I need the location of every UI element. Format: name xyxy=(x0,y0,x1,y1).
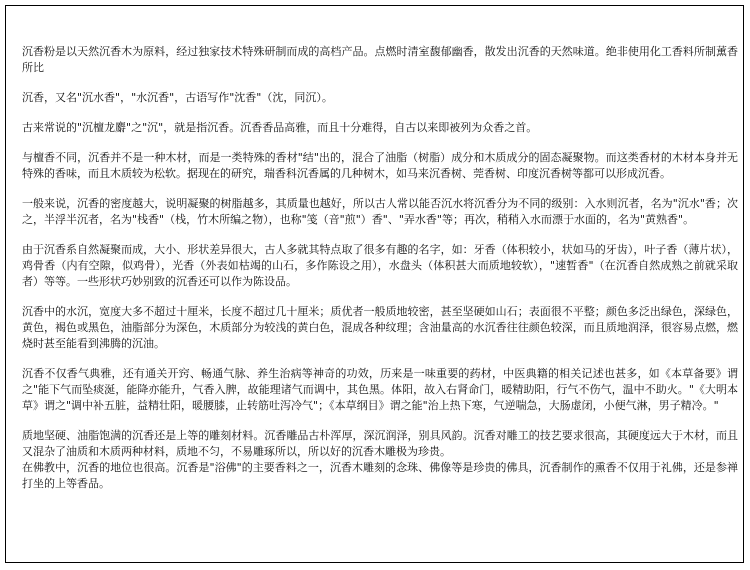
document-body xyxy=(22,44,738,506)
paragraph-carving: 质地坚硬、油脂饱满的沉香还是上等的雕刻材料。沉香雕品古朴浑厚，深沉润泽，别具风韵。沉香对雕工的技艺要求很高，其硬度远大于木材，而且又混杂了油质和木质两种材料，质地不匀，不易雕琢所以，所以好的沉香木雕极为珍贵。 xyxy=(22,429,738,458)
paragraph-appearance: 沉香中的水沉，宽度大多不超过十厘米，长度不超过几十厘米；质优者一般质地较密，甚至坚硬如山石；表面很不平整；颜色多泛出绿色，深绿色，黄色，褐色或黑色，油脂部分为深色，木质部分为较浅的黄白色，混成各种纹理；含油量高的水沉香往往颜色较深，而且质地润泽，很容易点燃，燃烧时甚至能看到沸腾的沉油。 xyxy=(22,305,738,350)
paragraph-intro: 沉香粉是以天然沉香木为原料，经过独家技术特殊研制而成的高档产品。点燃时清室馥郁幽香，散发出沉香的天然味道。绝非使用化工香料所制薰香所比 xyxy=(22,45,738,74)
paragraph-shapes: 由于沉香系自然凝聚而成，大小、形状差异很大，古人多就其特点取了很多有趣的名字，如：牙香（体积较小，状如马的牙齿），叶子香（薄片状），鸡骨香（内有空隙，似鸡骨），光香（外表如枯竭的山石，多作陈设之用），水盘头（体积甚大而质地较软），"速暂香"（在沉香自然成熟之前就采取者）等等。一些形状巧妙别致的沉香还可以作为陈设品。 xyxy=(22,243,738,288)
document-frame xyxy=(5,5,744,563)
paragraph-medicine: 沉香不仅香气典雅，还有通关开窍、畅通气脉、养生治病等神奇的功效，历来是一味重要的药材，中医典籍的相关记述也甚多，如《本草备要》谓之"能下气而坠痰涎，能降亦能升，气香入脾，故能理诸气而调中，其色黑。体阳，故入右肾命门，暖精助阳，行气不伤气，温中不助火。"《大明本草》谓之"调中补五脏，益精壮阳，暖腰膝，止转筋吐泻冷气"；《本草纲目》谓之能"治上热下寒，气逆喘急，大肠虚闭，小便气淋，男子精冷。" xyxy=(22,367,738,412)
paragraph-buddhism: 在佛教中，沉香的地位也很高。沉香是"浴佛"的主要香料之一，沉香木雕刻的念珠、佛像等是珍贵的佛具，沉香制作的熏香不仅用于礼佛，还是参禅打坐的上等香品。 xyxy=(22,461,738,490)
paragraph-history: 古来常说的"沉檀龙麝"之"沉"，就是指沉香。沉香香品高雅，而且十分难得，自古以来即被列为众香之首。 xyxy=(22,121,538,134)
paragraph-formation: 与檀香不同，沉香并不是一种木材，而是一类特殊的香材"结"出的，混合了油脂（树脂）成分和木质成分的固态凝聚物。而这类香材的木材本身并无特殊的香味，而且木质较为松软。据现在的研究，瑞香科沉香属的几种树木，如马来沉香树、莞香树、印度沉香树等都可以形成沉香。 xyxy=(22,151,738,180)
paragraph-grades: 一般来说，沉香的密度越大，说明凝聚的树脂越多，其质量也越好，所以古人常以能否沉水将沉香分为不同的级别：入水则沉者，名为"沉水"香；次之，半浮半沉者，名为"栈香"（栈，竹木所编之物），也称"笺（音"煎"）香"、"弄水香"等；再次，稍稍入水而漂于水面的，名为"黄熟香"。 xyxy=(22,197,738,226)
paragraph-alias: 沉香，又名"沉水香"，"水沉香"，古语写作"沈香"（沈，同沉）。 xyxy=(22,91,333,104)
